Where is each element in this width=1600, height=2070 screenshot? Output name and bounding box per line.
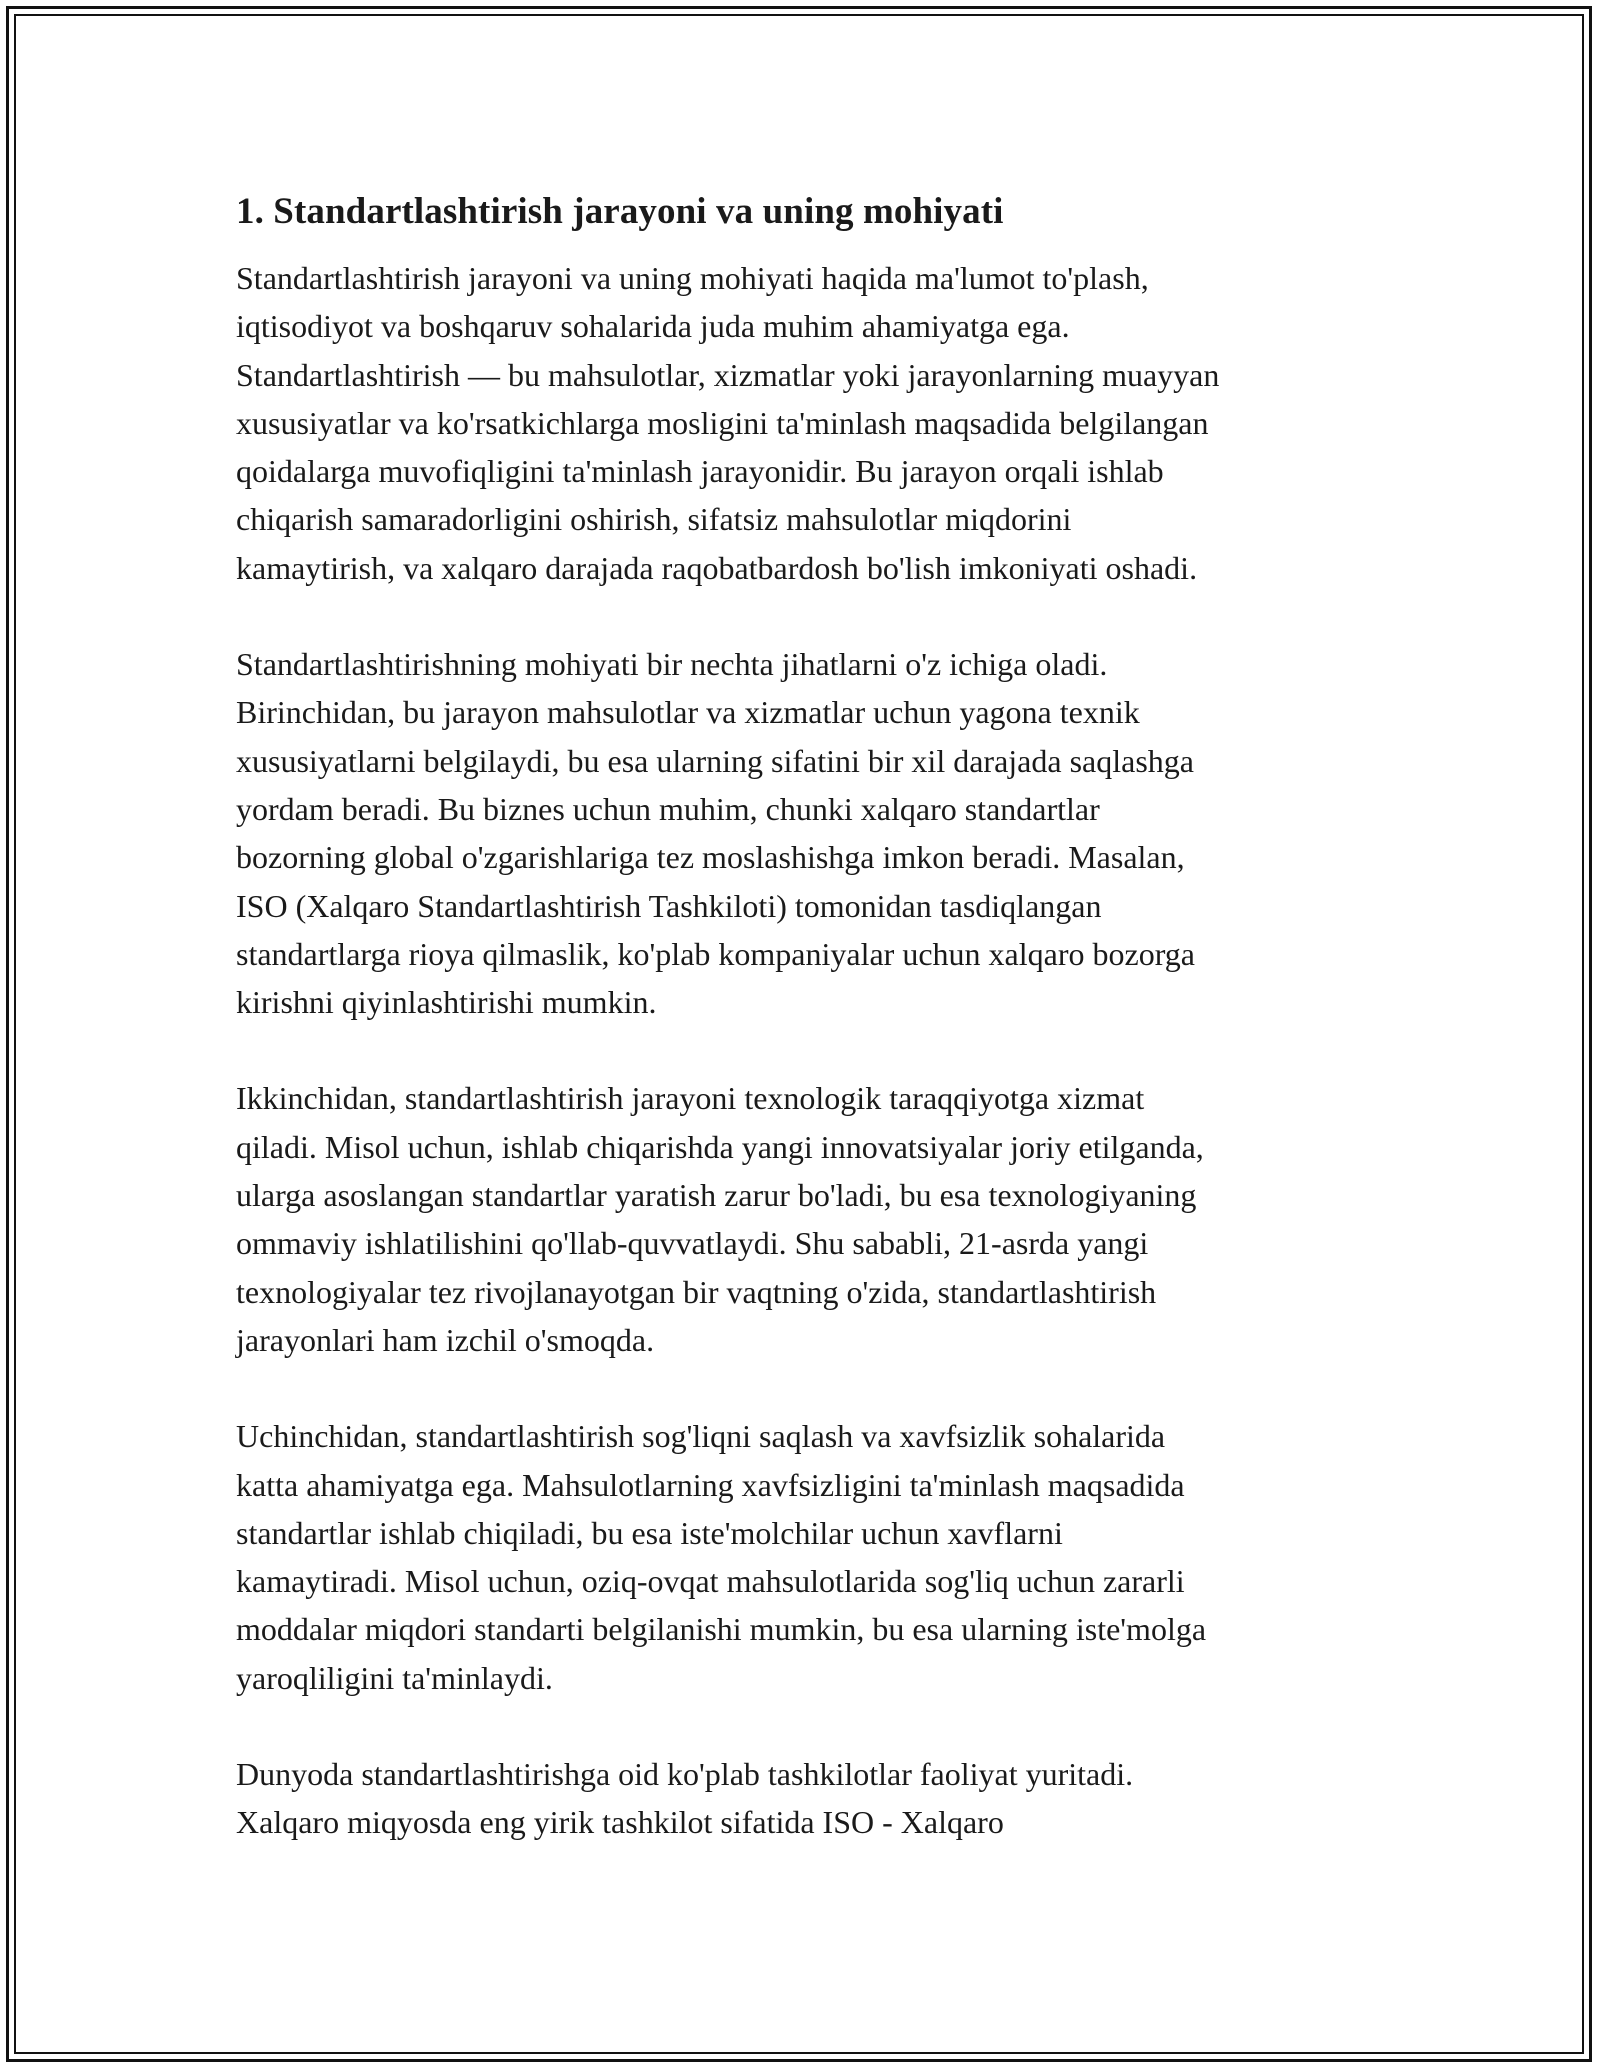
section-heading: 1. Standartlashtirish jarayoni va uning mohiyati	[236, 191, 1004, 232]
text-line: standartlarga rioya qilmaslik, ko'plab kompaniyalar uchun xalqaro bozorga	[236, 935, 1195, 972]
text-line: xususiyatlar va ko'rsatkichlarga mosligini ta'minlash maqsadida belgilangan	[236, 404, 1209, 441]
text-line: xususiyatlarni belgilaydi, bu esa ularning sifatini bir xil darajada saqlashga	[236, 742, 1194, 779]
text-line: Standartlashtirishning mohiyati bir nechta jihatlarni o'z ichiga oladi.	[236, 646, 1108, 683]
text-line: standartlar ishlab chiqiladi, bu esa iste'molchilar uchun xavflarni	[236, 1514, 1063, 1551]
text-line: iqtisodiyot va boshqaruv sohalarida juda muhim ahamiyatga ega.	[236, 308, 1070, 345]
text-line: Dunyoda standartlashtirishga oid ko'plab tashkilotlar faoliyat yuritadi.	[236, 1756, 1134, 1793]
paragraph-5	[236, 1750, 1376, 1847]
text-line: katta ahamiyatga ega. Mahsulotlarning xavfsizligini ta'minlash maqsadida	[236, 1466, 1185, 1503]
text-line: Uchinchidan, standartlashtirish sog'liqni saqlash va xavfsizlik sohalarida	[236, 1418, 1166, 1455]
text-line: Birinchidan, bu jarayon mahsulotlar va xizmatlar uchun yagona texnik	[236, 694, 1140, 731]
paragraph-4	[236, 1412, 1376, 1702]
text-line: Standartlashtirish — bu mahsulotlar, xizmatlar yoki jarayonlarning muayyan	[236, 356, 1220, 393]
text-line: qiladi. Misol uchun, ishlab chiqarishda yangi innovatsiyalar joriy etilganda,	[236, 1128, 1204, 1165]
text-line: yaroqliligini ta'minlaydi.	[236, 1659, 553, 1696]
text-line: Standartlashtirish jarayoni va uning mohiyati haqida ma'lumot to'plash,	[236, 260, 1149, 296]
text-line: jarayonlari ham izchil o'smoqda.	[236, 1321, 655, 1358]
text-line: Ikkinchidan, standartlashtirish jarayoni texnologik taraqqiyotga xizmat	[236, 1080, 1145, 1117]
text-line: bozorning global o'zgarishlariga tez moslashishga imkon beradi. Masalan,	[236, 839, 1185, 876]
text-line: chiqarish samaradorligini oshirish, sifatsiz mahsulotlar miqdorini	[236, 501, 1072, 538]
text-line: yordam beradi. Bu biznes uchun muhim, chunki xalqaro standartlar	[236, 790, 1100, 827]
text-line: ommaviy ishlatilishini qo'llab-quvvatlaydi. Shu sababli, 21-asrda yangi	[236, 1225, 1149, 1262]
text-line: ISO (Xalqaro Standartlashtirish Tashkiloti) tomonidan tasdiqlangan	[236, 887, 1102, 924]
paragraph-2	[236, 640, 1376, 1026]
text-line: texnologiyalar tez rivojlanayotgan bir vaqtning o'zida, standartlashtirish	[236, 1273, 1157, 1310]
text-line: ularga asoslangan standartlar yaratish zarur bo'ladi, bu esa texnologiyaning	[236, 1177, 1197, 1214]
document-page	[236, 188, 1376, 1895]
text-line: kamaytirish, va xalqaro darajada raqobatbardosh bo'lish imkoniyati oshadi.	[236, 549, 1198, 586]
text-line: kamaytiradi. Misol uchun, oziq-ovqat mahsulotlarida sog'liq uchun zararli	[236, 1563, 1185, 1600]
text-line: kirishni qiyinlashtirishi mumkin.	[236, 984, 657, 1021]
text-line: moddalar miqdori standarti belgilanishi mumkin, bu esa ularning iste'molga	[236, 1611, 1207, 1648]
paragraph-3	[236, 1074, 1376, 1364]
paragraph-1	[236, 254, 1376, 592]
text-line: Xalqaro miqyosda eng yirik tashkilot sifatida ISO - Xalqaro	[236, 1804, 1004, 1841]
text-line: qoidalarga muvofiqligini ta'minlash jarayonidir. Bu jarayon orqali ishlab	[236, 453, 1164, 490]
